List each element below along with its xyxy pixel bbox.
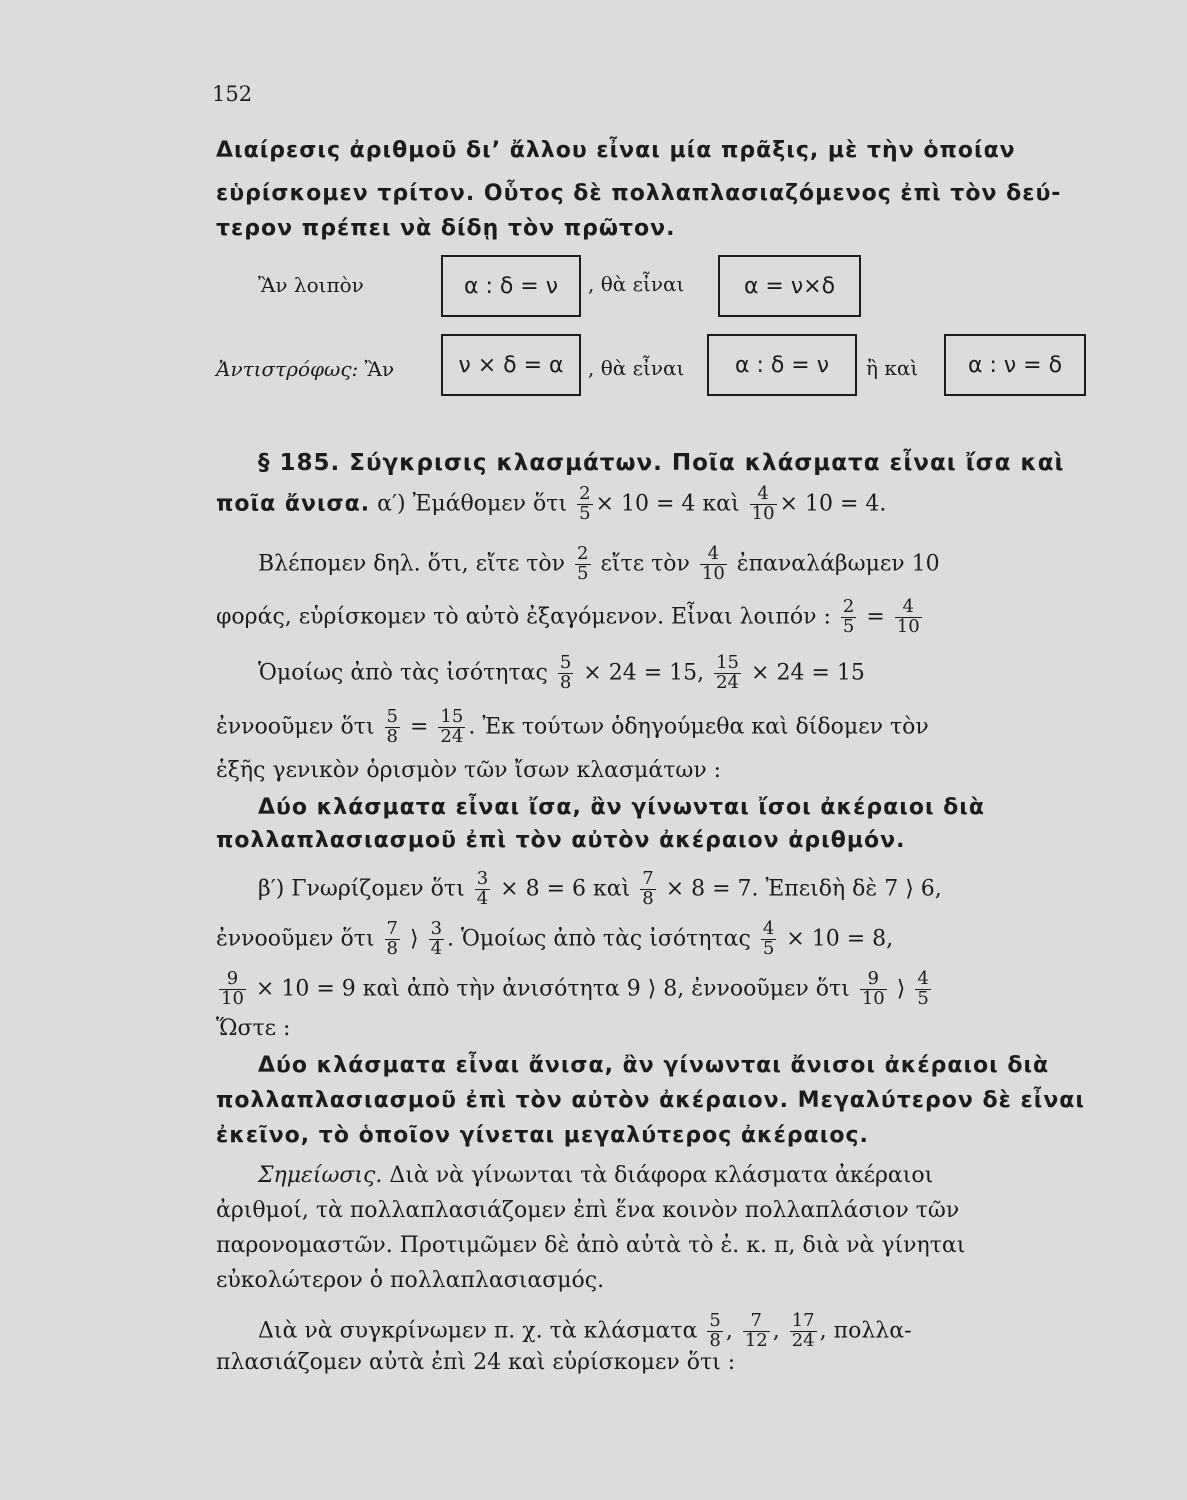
para2-l2a: ἐννοοῦμεν ὅτι <box>216 926 375 952</box>
para1-l4c: . Ἐκ τούτων ὁδηγούμεθα καὶ δίδομεν τὸν <box>468 714 929 740</box>
fraction-2-5: $\frac{2}{5}$ <box>842 596 855 637</box>
fraction-17-24: $\frac{17}{24}$ <box>791 1310 815 1351</box>
fraction-4-10: $\frac{4}{10}$ <box>896 596 920 637</box>
para1-line-4 <box>216 708 929 747</box>
para1-l2b: = <box>866 604 885 630</box>
formula-box-divisor: α : ν = δ <box>944 334 1086 396</box>
para2-l2c: . Ὁμοίως ἀπὸ τὰς ἰσότητας <box>447 926 751 952</box>
fraction-4-10: $\frac{4}{10}$ <box>751 483 775 524</box>
conversely-label: Ἀντιστρόφως: <box>216 357 359 381</box>
rule-equal-line-1: Δύο κλάσματα εἶναι ἴσα, ἂν γίνωνται ἴσοι ἀκέραιοι διὰ <box>258 795 985 820</box>
fraction-2-5: $\frac{2}{5}$ <box>577 543 589 584</box>
para1-l3a: Ὁμοίως ἀπὸ τὰς ἰσότητας <box>258 660 548 686</box>
fraction-9-10: $\frac{9}{10}$ <box>861 968 885 1009</box>
page-number: 152 <box>212 82 253 106</box>
note-line-3: παρονομαστῶν. Προτιμῶμεν δὲ ἀπὸ αὐτὰ τὸ ἐ. κ. π, διὰ νὰ γίνηται <box>216 1233 966 1258</box>
section-heading: § 185. Σύγκρισις κλασμάτων. Ποῖα κλάσματα εἶναι ἴσα καὶ <box>258 450 1065 476</box>
note-label: Σημείωσις. <box>258 1163 383 1188</box>
box-row2-if: Ἂν <box>364 357 395 381</box>
note-l1: Διὰ νὰ γίνωνται τὰ διάφορα κλάσματα ἀκέραιοι <box>389 1163 934 1188</box>
formula-box-mul: α = ν×δ <box>718 255 861 317</box>
fraction-3-4: $\frac{3}{4}$ <box>476 868 489 909</box>
fraction-15-24: $\frac{15}{24}$ <box>716 652 740 693</box>
note-line-4: εὐκολώτερον ὁ πολλαπλασιασμός. <box>216 1268 605 1293</box>
fraction-4-5: $\frac{4}{5}$ <box>762 918 775 959</box>
formula-box-div: α : δ = ν <box>441 255 581 317</box>
para1-l2a: φοράς, εὑρίσκομεν τὸ αὐτὸ ἐξαγόμενον. Εἶναι λοιπόν : <box>216 604 831 630</box>
para1-l3b: × 24 = 15, <box>583 660 705 686</box>
para2-line-3 <box>216 970 934 1009</box>
rule-unequal-line-3: ἐκεῖνο, τὸ ὁποῖον γίνεται μεγαλύτερος ἀκέραιος. <box>216 1123 869 1148</box>
section-a-text: α′) Ἐμάθομεν ὅτι <box>377 491 568 517</box>
fraction-7-8: $\frac{7}{8}$ <box>386 918 398 959</box>
note-line-2: ἀριθμοί, τὰ πολλαπλασιάζομεν ἐπὶ ἕνα κοινὸν πολλαπλάσιον τῶν <box>216 1198 960 1223</box>
box-row1-mid: , θὰ εἶναι <box>588 272 685 296</box>
rule-unequal-line-2: πολλαπλασιασμοῦ ἐπὶ τὸν αὐτὸν ἀκέραιον. Μεγαλύτερον δὲ εἶναι <box>216 1088 1085 1113</box>
rule-unequal-line-1: Δύο κλάσματα εἶναι ἄνισα, ἂν γίνωνται ἄνισοι ἀκέραιοι διὰ <box>258 1053 1050 1078</box>
para2-l2d: × 10 = 8, <box>786 926 894 952</box>
def-line-1: Διαίρεσις ἀριθμοῦ δι’ ἄλλου εἶναι μία πρᾶξις, μὲ τὴν ὁποίαν <box>216 138 1016 163</box>
def-line-2: εὑρίσκομεν τρίτον. Οὗτος δὲ πολλαπλασιαζόμενος ἐπὶ τὸν δεύ- <box>216 181 1062 206</box>
para1-l1a: Βλέπομεν δηλ. ὅτι, εἴτε τὸν <box>258 551 566 577</box>
fraction-5-8: $\frac{5}{8}$ <box>559 652 572 693</box>
fraction-9-10: $\frac{9}{10}$ <box>221 968 244 1009</box>
def-line-3: τερον πρέπει νὰ δίδῃ τὸν πρῶτον. <box>216 216 676 241</box>
note-line-1 <box>258 1165 933 1187</box>
para2-l1a: β′) Γνωρίζομεν ὅτι <box>258 876 465 902</box>
formula-box-product: ν × δ = α <box>441 334 581 396</box>
fraction-4-10: $\frac{4}{10}$ <box>701 543 725 584</box>
para1-l1c: ἐπαναλάβωμεν 10 <box>736 551 940 577</box>
para2-l3b: ⟩ <box>896 976 906 1002</box>
fraction-5-8: $\frac{5}{8}$ <box>386 706 398 747</box>
section-a-times2: × 10 = 4. <box>779 491 887 517</box>
last-line-2: πλασιάζομεν αὐτὰ ἐπὶ 24 καὶ εὑρίσκομεν ὅτι : <box>216 1350 736 1375</box>
para2-l3a: × 10 = 9 καὶ ἀπὸ τὴν ἀνισότητα 9 ⟩ 8, ἐννοοῦμεν ὅτι <box>255 976 850 1002</box>
box-row2-lead <box>216 357 394 381</box>
box-row1-lead: Ἂν λοιπὸν <box>258 273 364 297</box>
para1-line-1 <box>258 545 940 584</box>
para1-line-5: ἑξῆς γενικὸν ὁρισμὸν τῶν ἴσων κλασμάτων : <box>216 758 722 783</box>
para2-l1b: × 8 = 6 καὶ <box>500 876 631 902</box>
para2-l1c: × 8 = 7. Ἐπειδὴ δὲ 7 ⟩ 6, <box>665 876 942 902</box>
last-l1a: Διὰ νὰ συγκρίνωμεν π. χ. τὰ κλάσματα <box>258 1318 698 1344</box>
last-line-1: Διὰ νὰ συγκρίνωμεν π. χ. τὰ κλάσματα $\frac{5}{8}$ , $\frac{7}{12}$ , $\frac{17}{24}$ , πολλα- <box>258 1310 912 1351</box>
fraction-7-8: $\frac{7}{8}$ <box>642 868 654 909</box>
rule-equal-line-2: πολλαπλασιασμοῦ ἐπὶ τὸν αὐτὸν ἀκέραιον ἀριθμόν. <box>216 828 906 853</box>
last-l1b: πολλα- <box>833 1318 912 1344</box>
para2-line-4: Ὥστε : <box>216 1016 291 1041</box>
para1-l3c: × 24 = 15 <box>751 660 865 686</box>
section-line-2 <box>216 485 886 524</box>
fraction-15-24: $\frac{15}{24}$ <box>440 706 464 747</box>
para2-l2b: ⟩ <box>409 926 419 952</box>
para1-line-3 <box>258 654 865 693</box>
para1-line-2 <box>216 598 925 637</box>
formula-box-quotient: α : δ = ν <box>707 334 857 396</box>
para2-line-2 <box>216 920 893 959</box>
section-a-times1: × 10 = 4 καὶ <box>595 491 740 517</box>
para2-line-1 <box>258 870 942 909</box>
box-row2-mid: , θὰ εἶναι <box>588 356 685 380</box>
para1-l4b: = <box>409 714 429 740</box>
box-row2-or: ἢ καὶ <box>866 356 919 380</box>
fraction-7-12: $\frac{7}{12}$ <box>744 1310 768 1351</box>
para1-l4a: ἐννοοῦμεν ὅτι <box>216 714 375 740</box>
para1-l1b: εἴτε τὸν <box>600 551 690 577</box>
fraction-5-8: $\frac{5}{8}$ <box>709 1310 721 1351</box>
fraction-2-5: $\frac{2}{5}$ <box>579 483 591 524</box>
section-heading-2: ποῖα ἄνισα. <box>216 491 371 517</box>
fraction-4-5: $\frac{4}{5}$ <box>917 968 929 1009</box>
fraction-3-4: $\frac{3}{4}$ <box>430 918 443 959</box>
